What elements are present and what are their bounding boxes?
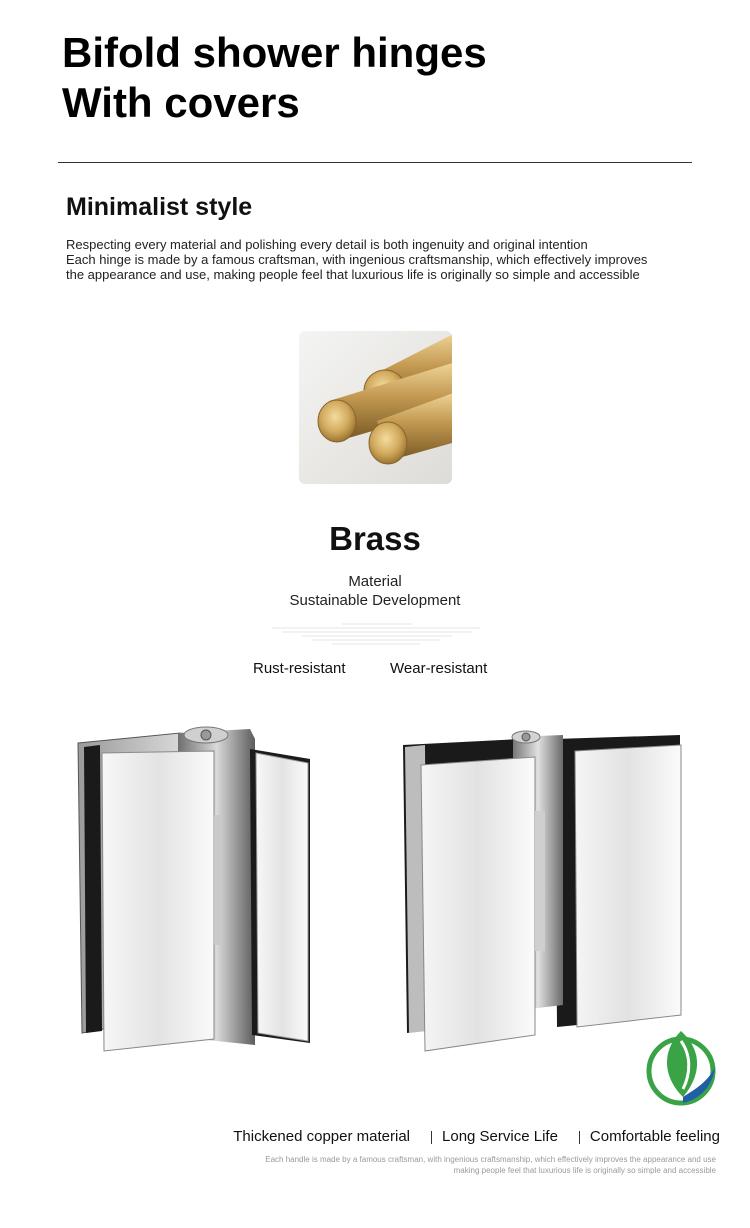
feature-separator [579, 1131, 580, 1144]
hinge-180-degree-image [395, 715, 695, 1060]
section-description [66, 237, 686, 282]
feature-rust-resistant: Rust-resistant [253, 660, 346, 677]
feature-comfortable-feeling: Comfortable feeling [589, 1128, 720, 1145]
material-label: Material [348, 573, 402, 590]
footnote-line: Each handle is made by a famous craftsman, with ingenious craftsmanship, which effectively improves the appearance and use [265, 1155, 716, 1164]
section-heading: Minimalist style [66, 193, 253, 221]
material-tagline: Sustainable Development [289, 592, 461, 609]
footnote-line: making people feel that luxurious life is originally so simple and accessible [453, 1166, 716, 1175]
feature-wear-resistant: Wear-resistant [390, 660, 488, 677]
description-line: Each hinge is made by a famous craftsman, with ingenious craftsmanship, which effectively improves [66, 252, 648, 267]
material-name: Brass [329, 520, 421, 557]
feature-separator [431, 1131, 432, 1144]
description-line: Respecting every material and polishing every detail is both ingenuity and original intention [66, 237, 588, 252]
material-subtitle [0, 572, 750, 610]
bottom-feature-bar [150, 1128, 720, 1145]
feature-long-service-life: Long Service Life [442, 1128, 558, 1145]
hinge-90-degree-image [60, 715, 330, 1060]
title-line-1: Bifold shower hinges [62, 29, 487, 76]
eco-leaf-logo [643, 1027, 719, 1109]
title-divider [58, 162, 692, 163]
faint-illegible-text [262, 622, 490, 648]
description-line: the appearance and use, making people feel that luxurious life is originally so simple and accessible [66, 267, 640, 282]
title-line-2: With covers [62, 79, 300, 126]
feature-thickened-copper: Thickened copper material [233, 1128, 411, 1145]
brass-rods-photo [299, 331, 452, 484]
footnote [150, 1154, 716, 1176]
page-title [62, 28, 487, 128]
